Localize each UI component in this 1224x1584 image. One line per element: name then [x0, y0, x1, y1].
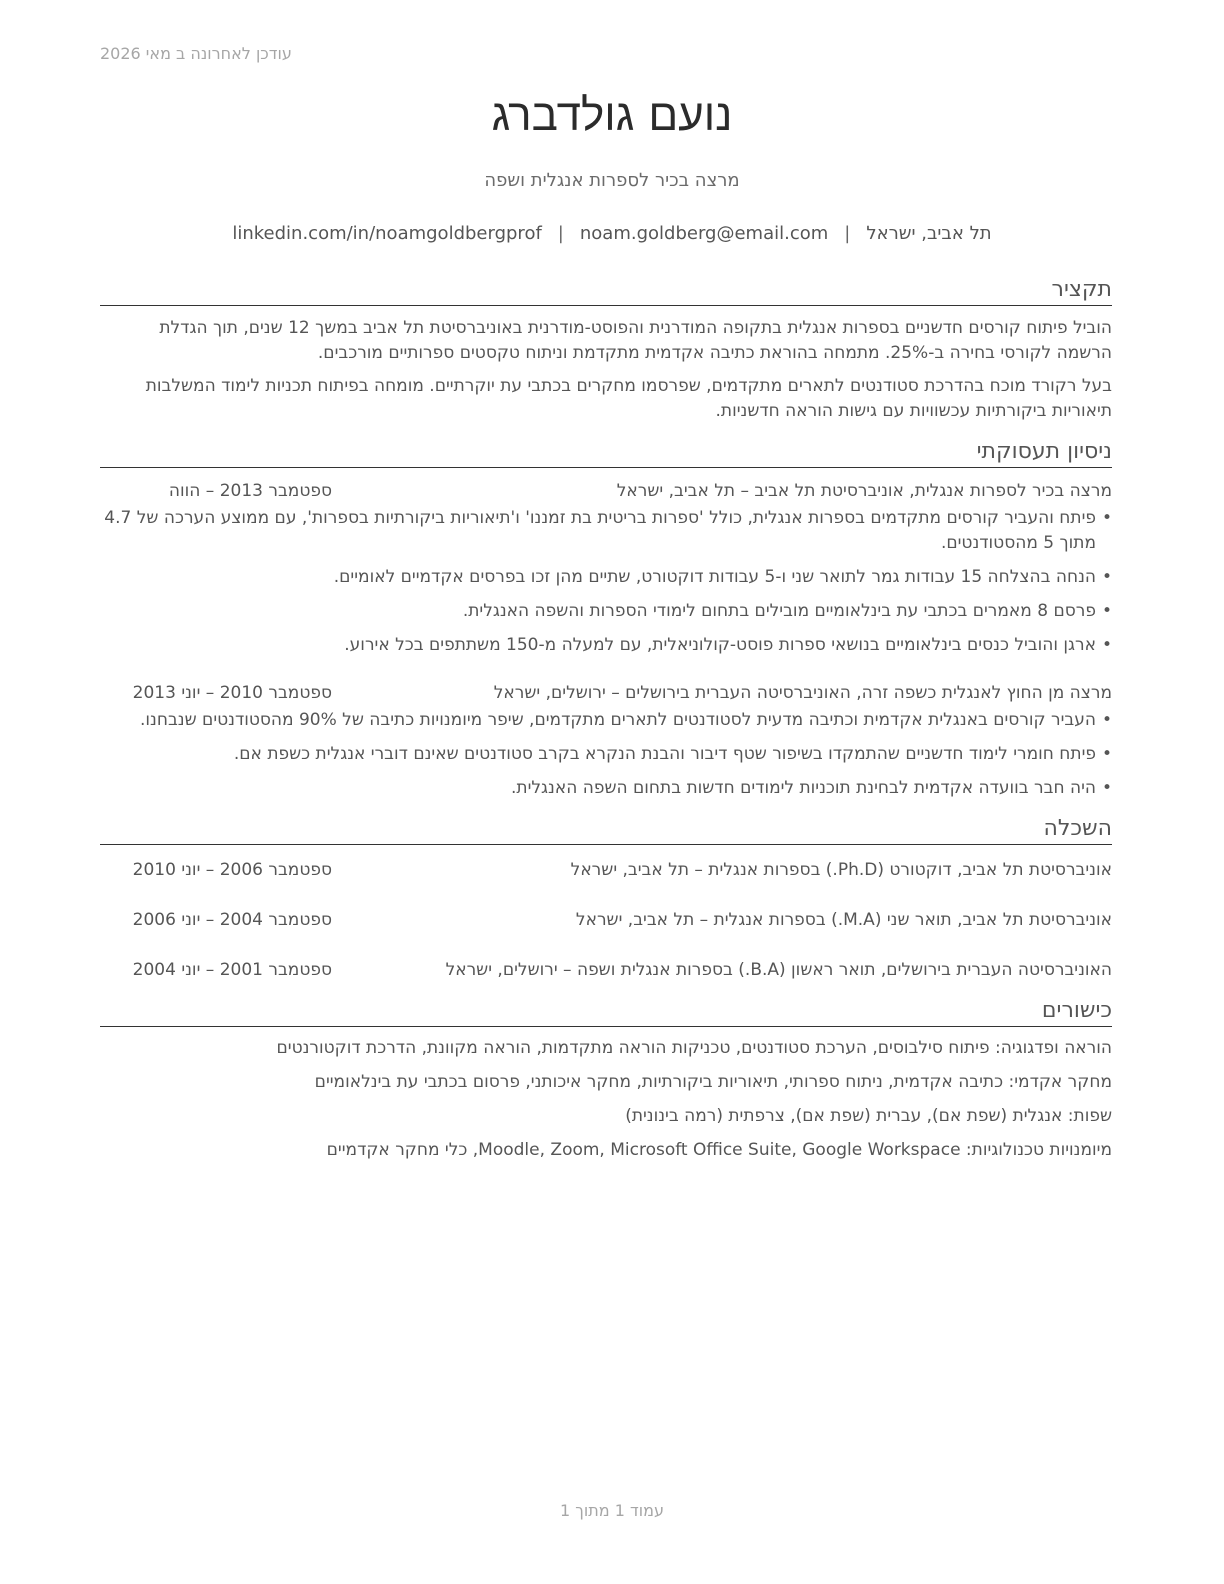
skills-section: [100, 997, 1112, 1163]
skill-line: מיומנויות טכנולוגיות: Moodle, Zoom, Microsoft Office Suite, Google Workspace, כלי מחקר אקדמיים: [326, 1140, 1112, 1160]
job-dates: ספטמבר 2010 – יוני 2013: [132, 683, 332, 703]
contact-linkedin[interactable]: linkedin.com/in/noamgoldbergprof: [232, 223, 542, 244]
job-title: מרצה בכיר לספרות אנגלית ושפה: [484, 170, 740, 191]
page-number: עמוד 1 מתוך 1: [560, 1501, 664, 1520]
job-bullet: • העביר קורסים באנגלית אקדמית וכתיבה מדעית לסטודנטים לתארים מתקדמים, שיפר מיומנויות כתיבה של 90% מהסטודנטים שנבחנו.: [100, 708, 1112, 733]
job-header: [100, 680, 1112, 706]
job-bullet: • היה חבר בוועדה אקדמית לבחינת תוכניות לימודים חדשות בתחום השפה האנגלית.: [100, 776, 1112, 801]
job-bullet: • פיתח חומרי לימוד חדשניים שהתמקדו בשיפור שטף דיבור והבנת הנקרא בקרב סטודנטים שאינם דוברי אנגלית כשפת אם.: [100, 742, 1112, 767]
education-entry: [100, 957, 1112, 983]
skills-heading: כישורים: [100, 997, 1112, 1027]
summary-paragraph: הוביל פיתוח קורסים חדשניים בספרות אנגלית בתקופה המודרנית והפוסט-מודרנית באוניברסיטת תל אביב במשך 12 שנים, תוך הגדלת הרשמה לקורסי בחירה ב-25%. מתמחה בהוראת כתיבה אקדמית מתקדמת וניתוח טקסטים ספרותיים מורכבים.: [159, 318, 1112, 363]
education-degree: האוניברסיטה העברית בירושלים, תואר ראשון (B.A.) בספרות אנגלית ושפה – ירושלים, ישראל: [445, 960, 1112, 980]
education-entry: [100, 907, 1112, 933]
job-bullet: • פיתח והעביר קורסים מתקדמים בספרות אנגלית, כולל 'ספרות בריטית בת זמננו' ו'תיאוריות ביקורתיות בספרות', עם ממוצע הערכה של 4.7 מתוך 5 מהסטודנטים.: [100, 506, 1112, 556]
job-bullet: • פרסם 8 מאמרים בכתבי עת בינלאומיים מובילים בתחום לימודי הספרות והשפה האנגלית.: [100, 599, 1112, 624]
job-bullet: • ארגן והוביל כנסים בינלאומיים בנושאי ספרות פוסט-קולוניאלית, עם למעלה מ-150 משתתפים בכל אירוע.: [100, 633, 1112, 658]
job-header: [100, 478, 1112, 504]
education-section: [100, 815, 1112, 983]
job-role: מרצה בכיר לספרות אנגלית, אוניברסיטת תל אביב – תל אביב, ישראל: [616, 481, 1112, 501]
contact-separator: |: [844, 223, 851, 244]
summary-paragraph: בעל רקורד מוכח בהדרכת סטודנטים לתארים מתקדמים, שפרסמו מחקרים בכתבי עת יוקרתיים. מומחה בפיתוח תכניות לימוד המשלבות תיאוריות ביקורתיות עכשוויות עם גישות הוראה חדשניות.: [145, 376, 1112, 421]
last-updated: עודכן לאחרונה ב מאי 2026: [100, 44, 292, 63]
contact-email[interactable]: noam.goldberg@email.com: [579, 223, 829, 244]
education-degree: אוניברסיטת תל אביב, דוקטורט (Ph.D.) בספרות אנגלית – תל אביב, ישראל: [570, 860, 1112, 880]
job-bullet: • הנחה בהצלחה 15 עבודות גמר לתואר שני ו-5 עבודות דוקטורט, שתיים מהן זכו בפרסים אקדמיים לאומיים.: [100, 565, 1112, 590]
education-dates: ספטמבר 2001 – יוני 2004: [132, 960, 332, 980]
experience-heading: ניסיון תעסוקתי: [100, 438, 1112, 468]
skill-line: הוראה ופדגוגיה: פיתוח סילבוסים, הערכת סטודנטים, טכניקות הוראה מתקדמות, הוראה מקוונת, הדרכת דוקטורנטים: [276, 1038, 1112, 1058]
resume-content: [100, 276, 1112, 1163]
job-role: מרצה מן החוץ לאנגלית כשפה זרה, האוניברסיטה העברית בירושלים – ירושלים, ישראל: [493, 683, 1112, 703]
skill-line: מחקר אקדמי: כתיבה אקדמית, ניתוח ספרותי, תיאוריות ביקורתיות, מחקר איכותני, פרסום בכתבי עת בינלאומיים: [314, 1072, 1112, 1092]
summary-heading: תקציר: [100, 276, 1112, 306]
education-degree: אוניברסיטת תל אביב, תואר שני (M.A.) בספרות אנגלית – תל אביב, ישראל: [575, 910, 1112, 930]
experience-section: [100, 438, 1112, 801]
summary-section: [100, 276, 1112, 424]
person-name: נועם גולדברג: [491, 90, 733, 141]
job-bullets: [100, 708, 1112, 801]
education-heading: השכלה: [100, 815, 1112, 845]
contact-line: [0, 223, 1224, 244]
job-bullets: [100, 506, 1112, 658]
job-entry: [100, 680, 1112, 801]
contact-separator: |: [557, 223, 564, 244]
education-dates: ספטמבר 2004 – יוני 2006: [132, 910, 332, 930]
job-entry: [100, 478, 1112, 658]
job-dates: ספטמבר 2013 – הווה: [168, 481, 332, 501]
contact-location: תל אביב, ישראל: [866, 223, 992, 244]
education-dates: ספטמבר 2006 – יוני 2010: [132, 860, 332, 880]
education-entry: [100, 857, 1112, 883]
skill-line: שפות: אנגלית (שפת אם), עברית (שפת אם), צרפתית (רמה בינונית): [625, 1106, 1112, 1126]
